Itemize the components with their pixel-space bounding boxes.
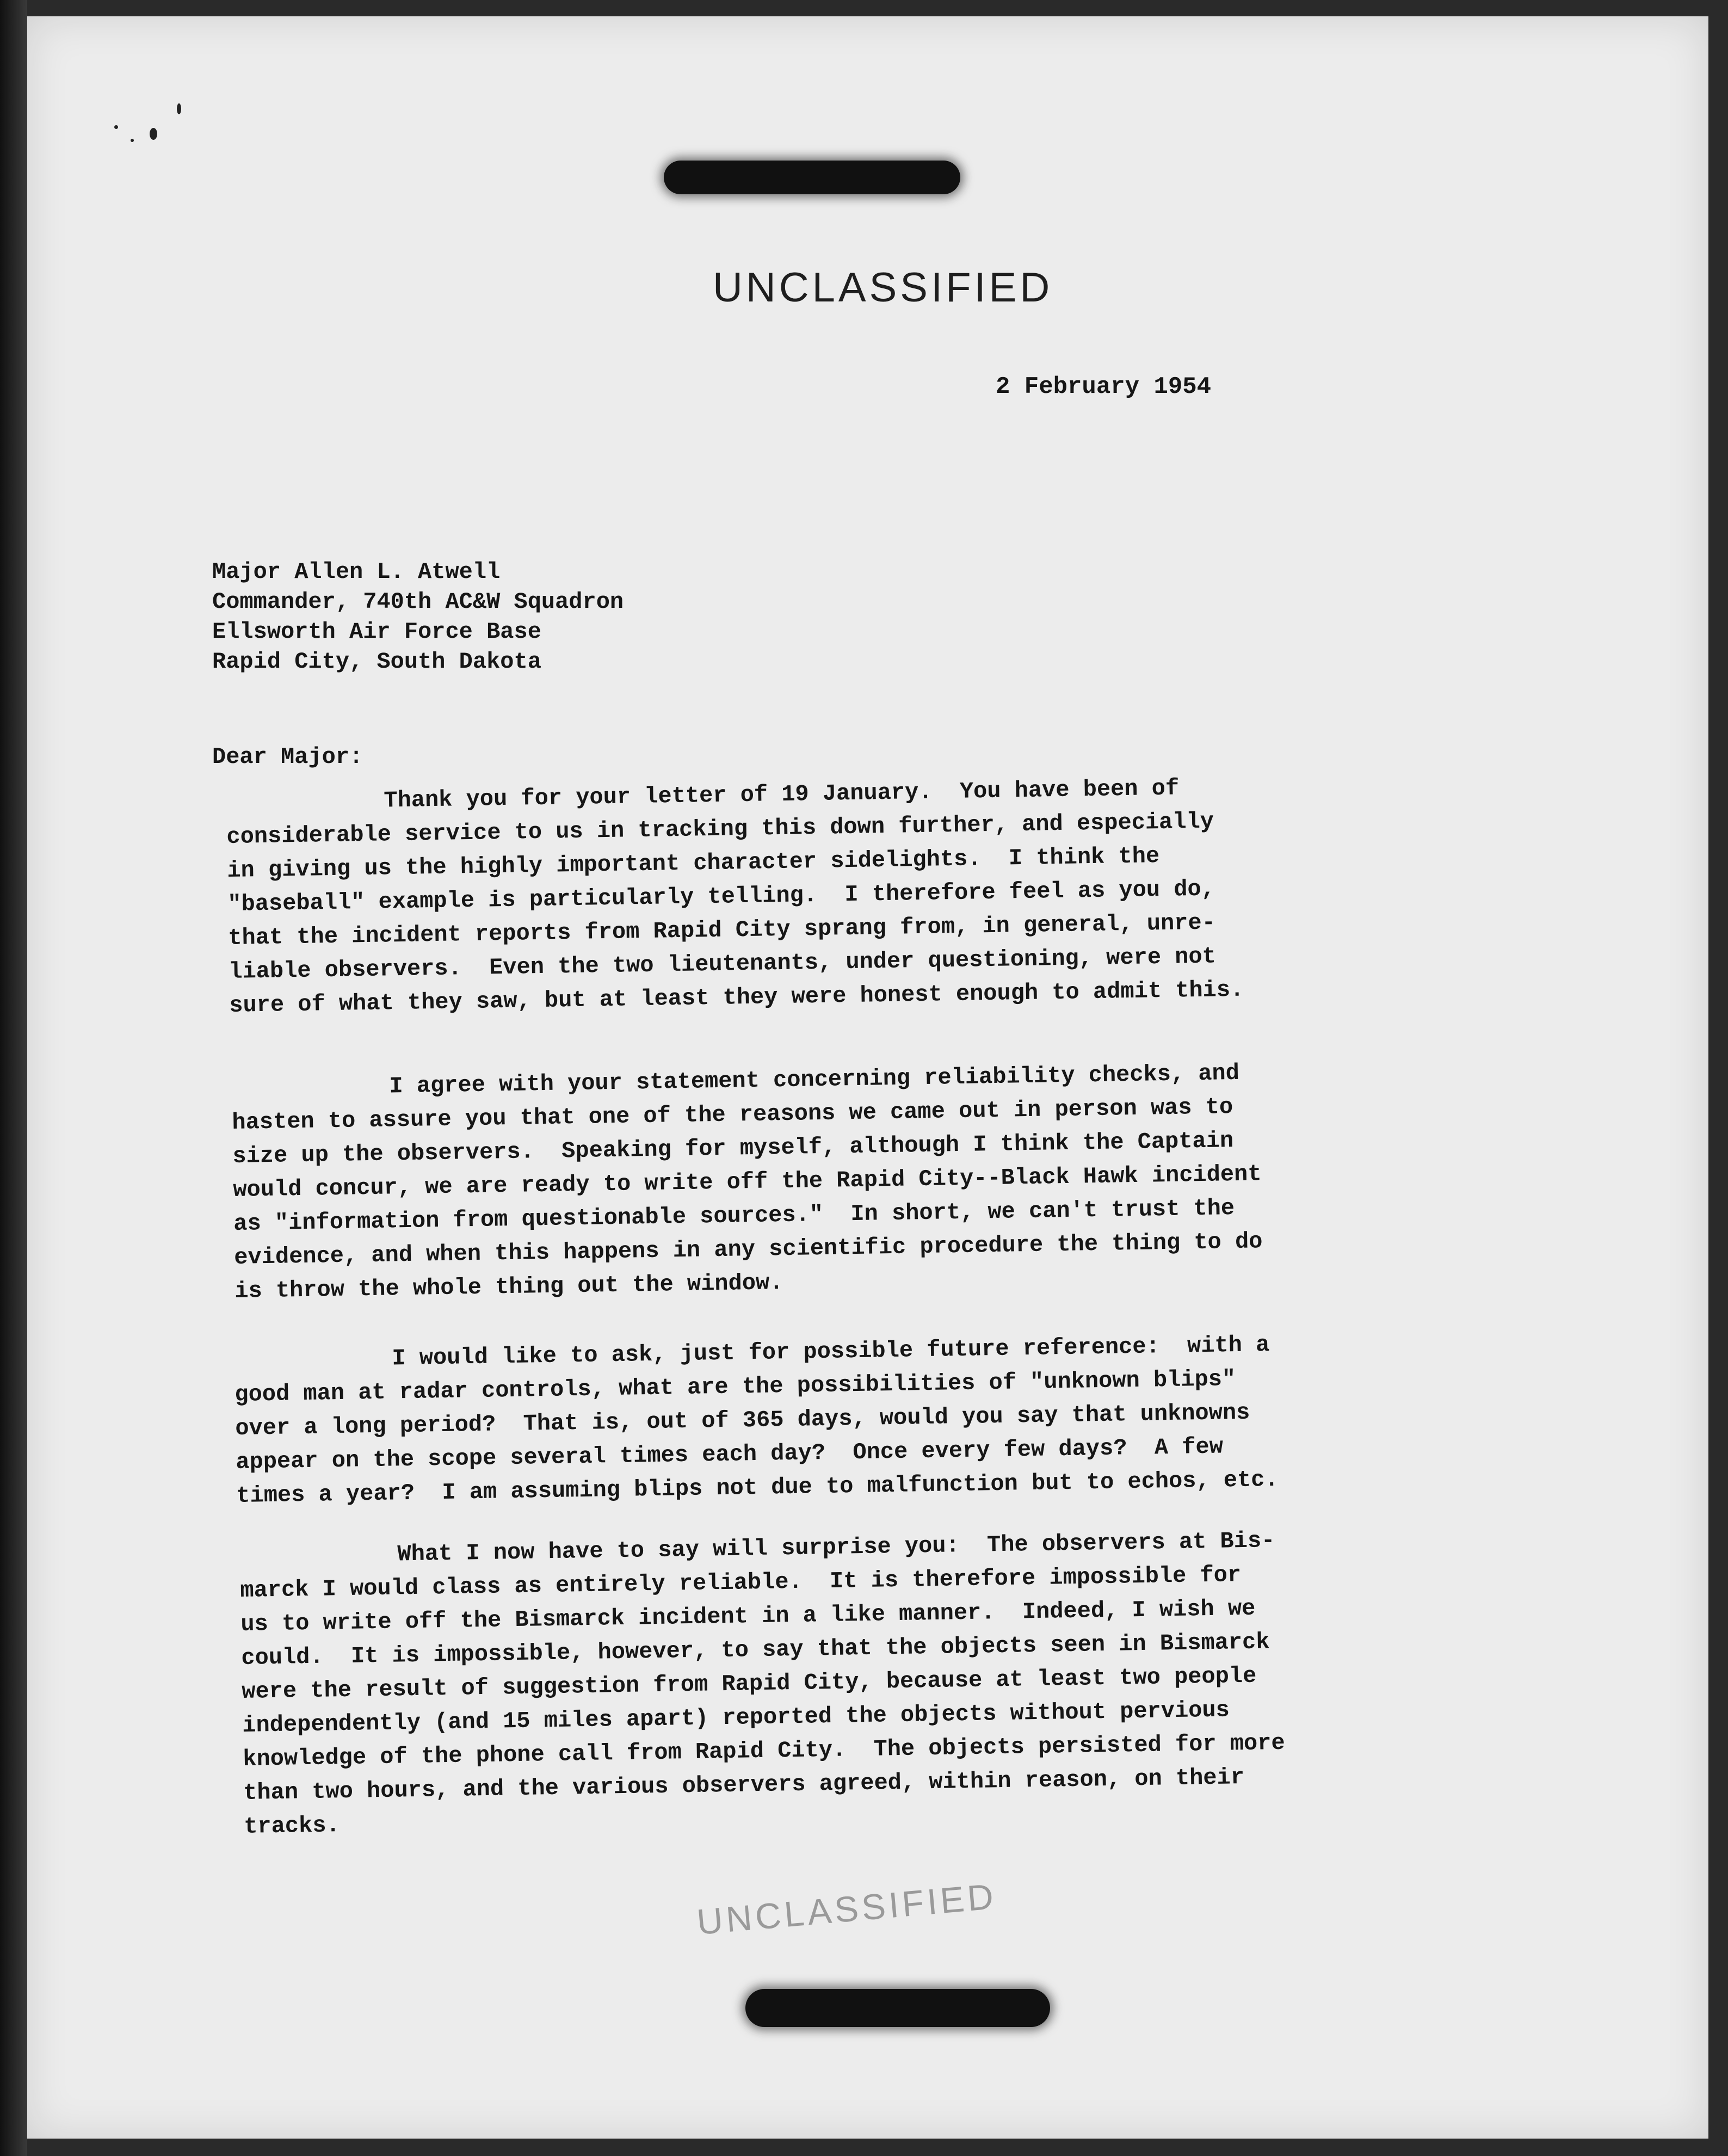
paragraph-line: "baseball" example is particularly telling. I therefore feel as you do, bbox=[227, 876, 1215, 917]
paragraph-line: over a long period? That is, out of 365 days, would you say that unknowns bbox=[235, 1399, 1250, 1442]
scan-left-edge bbox=[0, 0, 27, 2156]
paragraph-line: What I now have to say will surprise you: The observers at Bis- bbox=[397, 1527, 1275, 1568]
paragraph-line: that the incident reports from Rapid City sprang from, in general, unre- bbox=[228, 909, 1216, 951]
paragraph-line: independently (and 15 miles apart) reported the objects without pervious bbox=[242, 1697, 1230, 1739]
paragraph-line: in giving us the highly important character sidelights. I think the bbox=[227, 843, 1160, 884]
paragraph-line: good man at radar controls, what are the possibilities of "unknown blips" bbox=[234, 1366, 1236, 1408]
paragraph-line: considerable service to us in tracking this down further, and especially bbox=[226, 808, 1214, 850]
paragraph-line: could. It is impossible, however, to say that the objects seen in Bismarck bbox=[241, 1629, 1270, 1671]
paragraph-line: is throw the whole thing out the window. bbox=[234, 1270, 783, 1304]
paragraph-line: than two hours, and the various observers agreed, within reason, on their bbox=[243, 1764, 1245, 1806]
address-line: Rapid City, South Dakota bbox=[212, 649, 541, 675]
paragraph-line: size up the observers. Speaking for myself, although I think the Captain bbox=[232, 1128, 1234, 1169]
paragraph-line: liable observers. Even the two lieutenants, under questioning, were not bbox=[228, 943, 1217, 985]
address-line: Commander, 740th AC&W Squadron bbox=[212, 589, 624, 615]
paragraph-line: I would like to ask, just for possible future reference: with a bbox=[392, 1332, 1270, 1372]
scan-speck bbox=[131, 139, 134, 142]
paragraph-line: were the result of suggestion from Rapid City, because at least two people bbox=[242, 1662, 1257, 1705]
scan-speck bbox=[114, 125, 118, 129]
redaction-bar-top bbox=[664, 161, 960, 194]
salutation: Dear Major: bbox=[212, 744, 363, 770]
paragraph-line: knowledge of the phone call from Rapid City. The objects persisted for more bbox=[242, 1729, 1285, 1772]
paragraph-line: sure of what they saw, but at least they were honest enough to admit this. bbox=[229, 976, 1244, 1019]
paragraph-line: would concur, we are ready to write off the Rapid City--Black Hawk incident bbox=[233, 1161, 1262, 1203]
scan-speck bbox=[177, 103, 181, 114]
paragraph-line: hasten to assure you that one of the reasons we came out in person was to bbox=[232, 1094, 1233, 1136]
redaction-bar-bottom bbox=[745, 1989, 1050, 2027]
address-line: Ellsworth Air Force Base bbox=[212, 619, 541, 645]
paragraph-line: tracks. bbox=[243, 1812, 341, 1840]
paragraph-line: Thank you for your letter of 19 January. You have been of bbox=[384, 775, 1180, 814]
classification-stamp-bottom: UNCLASSIFIED bbox=[695, 1876, 998, 1942]
scan-speck bbox=[150, 128, 157, 140]
paragraph-line: appear on the scope several times each day? Once every few days? A few bbox=[236, 1433, 1224, 1475]
letter-date: 2 February 1954 bbox=[996, 373, 1212, 401]
paragraph-line: marck I would class as entirely reliable. It is therefore impossible for bbox=[240, 1562, 1242, 1604]
classification-stamp-top: UNCLASSIFIED bbox=[713, 264, 1053, 311]
paragraph-line: us to write off the Bismarck incident in a like manner. Indeed, I wish we bbox=[240, 1595, 1256, 1637]
paragraph-line: as "information from questionable sources." In short, we can't trust the bbox=[233, 1195, 1235, 1237]
document-page bbox=[27, 16, 1708, 2139]
paragraph-line: times a year? I am assuming blips not due to malfunction but to echos, etc. bbox=[236, 1466, 1279, 1509]
paragraph-line: evidence, and when this happens in any scientific procedure the thing to do bbox=[233, 1228, 1263, 1271]
address-line: Major Allen L. Atwell bbox=[212, 559, 501, 585]
paragraph-line: I agree with your statement concerning reliability checks, and bbox=[389, 1059, 1240, 1100]
